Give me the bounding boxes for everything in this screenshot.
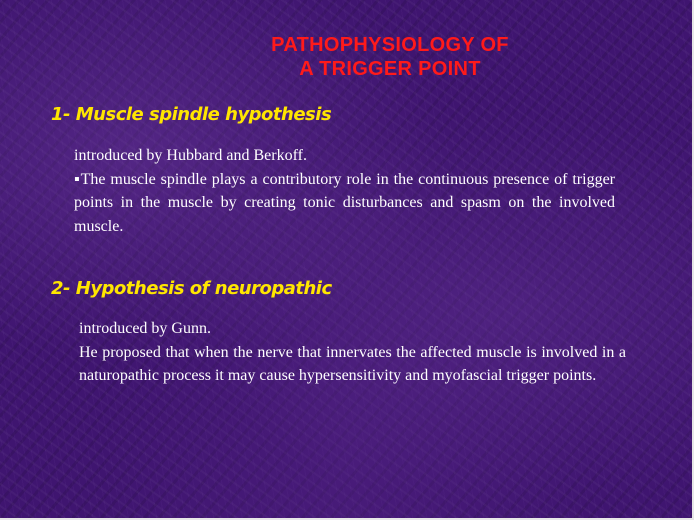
section-2-paragraph: He proposed that when the nerve that innervates the affected muscle is involved in a naturopathic process it may cause hypersensitivity and myofascial trigger points. bbox=[79, 343, 626, 384]
section-2-heading: 2- Hypothesis of neuropathic bbox=[51, 278, 332, 299]
section-2-body bbox=[79, 317, 626, 388]
slide-title bbox=[200, 33, 580, 81]
section-2-intro: introduced by Gunn. bbox=[79, 320, 211, 337]
section-1-intro: introduced by Hubbard and Berkoff. bbox=[74, 147, 307, 164]
section-1-heading: 1- Muscle spindle hypothesis bbox=[51, 104, 332, 125]
section-1-paragraph: ▪The muscle spindle plays a contributory role in the continuous presence of trigger points in the muscle by creating tonic disturbances and spasm on the involved muscle. bbox=[74, 170, 615, 235]
section-1-body bbox=[74, 144, 615, 238]
title-line-1: PATHOPHYSIOLOGY OF bbox=[271, 34, 509, 56]
title-line-2: A TRIGGER POINT bbox=[299, 58, 481, 80]
